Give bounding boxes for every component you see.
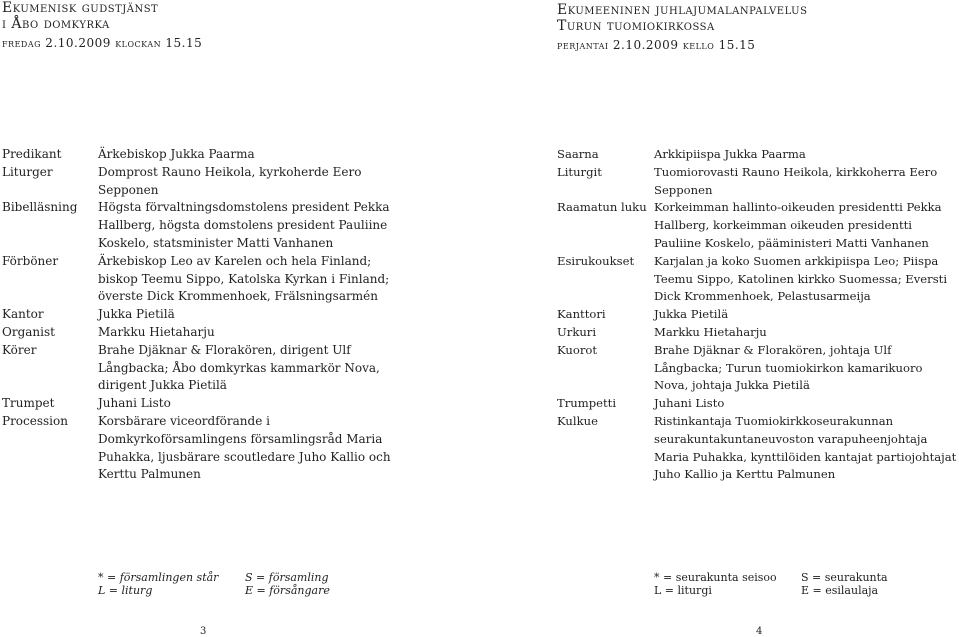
- roles-list: [557, 146, 959, 484]
- role-value: Jukka Pietilä: [98, 307, 175, 322]
- role-label: Körer: [2, 342, 37, 357]
- role-label: Liturgit: [557, 164, 602, 179]
- legend-liturgist: L = liturg: [98, 584, 153, 597]
- role-row: [557, 253, 959, 306]
- role-value: Juhani Listo: [98, 396, 171, 411]
- role-row: [557, 306, 959, 324]
- role-value: Markku Hietaharju: [654, 324, 767, 339]
- role-label: Kanttori: [557, 307, 606, 322]
- right-page-finnish: [557, 0, 957, 637]
- role-label: Organist: [2, 324, 55, 339]
- page-number: 3: [200, 626, 207, 637]
- role-value: Brahe Djäknar & Florakören, johtaja Ulf Långbacka; Turun tuomiokirkon kamarikuoro Nova, johtaja Jukka Pietilä: [654, 342, 923, 393]
- service-title-line-1: Ekumeeninen juhlajumalanpalvelus: [557, 2, 808, 18]
- role-row: [557, 395, 959, 413]
- role-value: Ärkebiskop Jukka Paarma: [98, 147, 255, 161]
- role-label: Trumpet: [2, 396, 55, 411]
- role-label: Procession: [2, 413, 68, 428]
- role-row: [557, 146, 959, 164]
- role-row: [2, 306, 408, 324]
- left-header: [2, 0, 462, 50]
- role-label: Förböner: [2, 253, 59, 268]
- role-row: [2, 199, 408, 252]
- role-value: Ristinkantaja Tuomiokirkkoseurakunnan seurakuntakuntaneuvoston varapuheenjohtaja Maria Puhakka, kynttilöiden kantajat partiojohtajat Juho Kallio ja Kerttu Palmunen: [654, 413, 957, 482]
- role-label: Raamatun luku: [557, 200, 647, 215]
- legend-congregation: S = församling: [245, 571, 329, 584]
- role-label: Esirukoukset: [557, 253, 635, 268]
- service-title-line-2: Turun tuomiokirkossa: [557, 18, 715, 34]
- roles-list: [2, 146, 408, 484]
- legend-standing: * = församlingen står: [98, 571, 219, 584]
- role-value: Domprost Rauno Heikola, kyrkoherde Eero Sepponen: [98, 164, 362, 197]
- role-row: [557, 413, 959, 484]
- role-row: [557, 342, 959, 395]
- page-number: 4: [756, 626, 763, 637]
- role-value: Markku Hietaharju: [98, 324, 215, 339]
- role-row: [557, 199, 959, 252]
- role-label: Predikant: [2, 147, 62, 161]
- role-row: [557, 324, 959, 342]
- service-title-line-2: i Åbo domkyrka: [2, 16, 110, 32]
- role-label: Bibelläsning: [2, 200, 78, 215]
- role-label: Trumpetti: [557, 396, 617, 411]
- role-value: Arkkipiispa Jukka Paarma: [654, 147, 806, 161]
- role-row: [2, 395, 408, 413]
- role-label: Kuorot: [557, 342, 598, 357]
- right-header: [557, 0, 957, 52]
- legend-cantor: E = esilaulaja: [801, 584, 879, 597]
- role-value: Ärkebiskop Leo av Karelen och hela Finland; biskop Teemu Sippo, Katolska Kyrkan i Finland; överste Dick Krommenhoek, Frälsningsarmén: [98, 253, 390, 304]
- role-value: Tuomiorovasti Rauno Heikola, kirkkoherra Eero Sepponen: [654, 164, 938, 197]
- role-value: Karjalan ja koko Suomen arkkipiispa Leo; Piispa Teemu Sippo, Katolinen kirkko Suomessa; Eversti Dick Krommenhoek, Pelastusarmeija: [654, 253, 948, 304]
- role-value: Jukka Pietilä: [654, 307, 729, 322]
- legend-liturgist: L = liturgi: [654, 584, 712, 597]
- left-page-swedish: [2, 0, 462, 637]
- legend-congregation: S = seurakunta: [801, 571, 888, 584]
- role-row: [2, 342, 408, 395]
- role-row: [2, 146, 408, 164]
- service-title-line-1: Ekumenisk gudstjänst: [2, 0, 159, 16]
- role-label: Saarna: [557, 147, 599, 161]
- service-date: fredag 2.10.2009 klockan 15.15: [2, 36, 203, 50]
- role-row: [2, 253, 408, 306]
- role-value: Juhani Listo: [654, 396, 725, 411]
- role-value: Korsbärare viceordförande i Domkyrkoförsamlingens församlingsråd Maria Puhakka, ljusbärare scoutledare Juho Kallio och Kerttu Palmunen: [98, 413, 391, 482]
- role-row: [557, 164, 959, 200]
- legend-cantor: E = försångare: [245, 584, 330, 597]
- role-value: Högsta förvaltningsdomstolens president Pekka Hallberg, högsta domstolens president Pauliine Koskelo, statsminister Matti Vanhanen: [98, 200, 390, 250]
- role-label: Urkuri: [557, 324, 597, 339]
- role-row: [2, 164, 408, 200]
- role-label: Kantor: [2, 307, 44, 322]
- role-row: [2, 413, 408, 484]
- role-value: Brahe Djäknar & Florakören, dirigent Ulf Långbacka; Åbo domkyrkas kammarkör Nova, dirigent Jukka Pietilä: [98, 342, 380, 393]
- service-date: perjantai 2.10.2009 kello 15.15: [557, 38, 756, 52]
- role-label: Kulkue: [557, 413, 598, 428]
- role-label: Liturger: [2, 164, 53, 179]
- legend-standing: * = seurakunta seisoo: [654, 571, 777, 584]
- role-row: [2, 324, 408, 342]
- role-value: Korkeimman hallinto-oikeuden presidentti Pekka Hallberg, korkeimman oikeuden presidentti Pauliine Koskelo, pääministeri Matti Vanhanen: [654, 200, 942, 250]
